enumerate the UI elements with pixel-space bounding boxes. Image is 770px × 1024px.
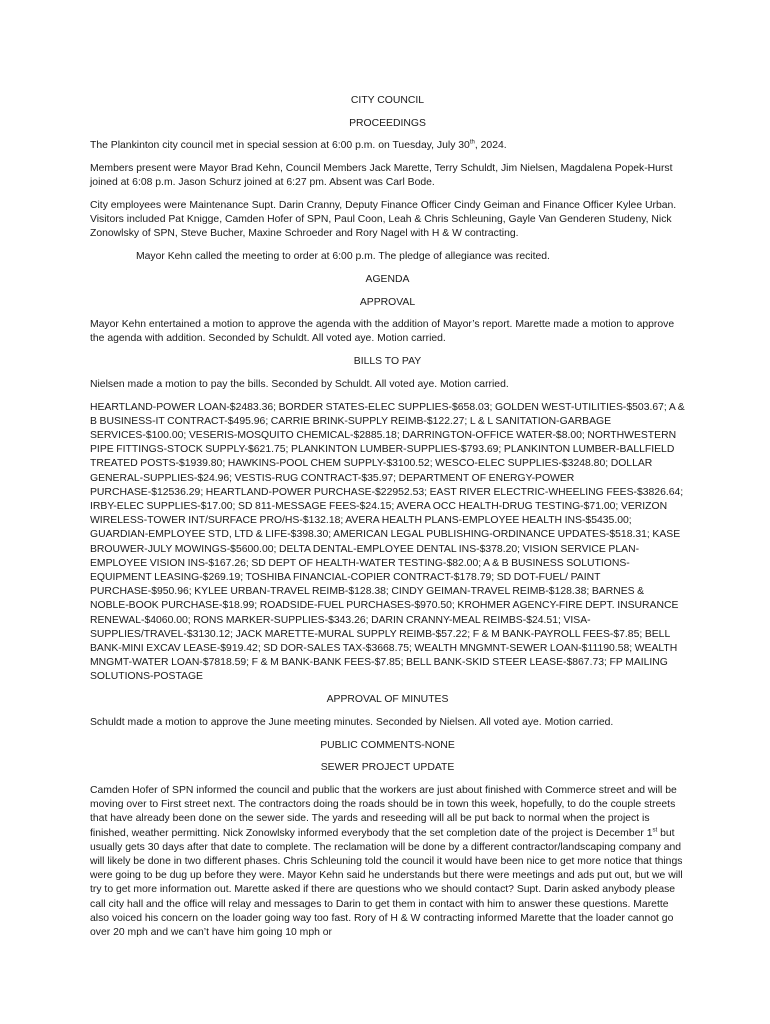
bills-motion-paragraph: Nielsen made a motion to pay the bills. Seconded by Schuldt. All voted aye. Motion carried. — [90, 378, 509, 390]
minutes-heading: APPROVAL OF MINUTES — [326, 694, 449, 706]
agenda-heading: AGENDA — [365, 273, 410, 285]
call-to-order-paragraph: Mayor Kehn called the meeting to order at 6:00 p.m. The pledge of allegiance was recited. — [136, 251, 550, 263]
intro-text-end: , 2024. — [474, 140, 507, 152]
intro-superscript: th — [469, 139, 475, 146]
employees-paragraph: City employees were Maintenance Supt. Darin Cranny, Deputy Finance Officer Cindy Geiman and Finance Officer Kylee Urban. Visitors included Pat Knigge, Camden Hofer of SPN, Paul Coon, Leah & Chris Schleuning, Gayle Van Genderen Studeny, Nick Zonowlsky of SPN, Steve Bucher, Maxine Schroeder and Rory Nagel with H & W contracting. — [90, 200, 677, 240]
minutes-motion-paragraph: Schuldt made a motion to approve the June meeting minutes. Seconded by Nielsen. All voted aye. Motion carried. — [90, 716, 614, 728]
sewer-superscript: st — [652, 827, 658, 834]
document-title: CITY COUNCIL — [350, 95, 425, 106]
approval-heading: APPROVAL — [359, 296, 416, 308]
bills-list: HEARTLAND-POWER LOAN-$2483.36; BORDER STATES-ELEC SUPPLIES-$658.03; GOLDEN WEST-UTILITIES-$503.67; A & B BUSINESS-IT CONTRACT-$495.96; CARRIE BRINK-SUPPLY REIMB-$122.27; L & L SANITATION-GARBAGE SERVICES-$100.00; VESERIS-MOSQUITO CHEMICAL-$2885.18; DARRINGTON-OFFICE WATER-$8.00; NORTHWESTERN PIPE FITTINGS-STOCK SUPPLY-$621.75; PLANKINTON LUMBER-SUPPLIES-$793.69; PLANKINTON LUMBER-BALLFIELD TREATED POSTS-$1939.80; HAWKINS-POOL CHEM SUPPLY-$3100.52; WESCO-ELEC SUPPLIES-$3248.80; DOLLAR GENERAL-SUPPLIES-$24.96; VESTIS-RUG CONTRACT-$35.97; DEPARTMENT OF ENERGY-POWER PURCHASE-$12536.29; HEARTLAND-POWER PURCHASE-$22952.53; EAST RIVER ELECTRIC-WHEELING FEES-$3826.64; IRBY-ELEC SUPPLIES-$17.00; SD 811-MESSAGE FEES-$24.15; AVERA OCC HEALTH-DRUG TESTING-$71.00; VERIZON WIRELESS-TOWER INT/SURFACE PRO/HS-$132.18; AVERA HEALTH PLANS-EMPLOYEE HEALTH INS-$5435.00; GUARDIAN-EMPLOYEE STD, LTD & LIFE-$398.30; AMERICAN LEGAL PUBLISHING-ORDINANCE UPDATES-$518.31; KASE BROUWER-JULY MOWINGS-$5600.00; DELTA DENTAL-EMPLOYEE DENTAL INS-$378.20; VISION SERVICE PLAN-EMPLOYEE VISION INS-$167.26; SD DEPT OF HEALTH-WATER TESTING-$82.00; A & B BUSINESS SOLUTIONS-EQUIPMENT LEASING-$269.19; TOSHIBA FINANCIAL-COPIER CONTRACT-$178.79; SD DOT-FUEL/ PAINT PURCHASE-$950.96; KYLEE URBAN-TRAVEL REIMB-$128.38; CINDY GEIMAN-TRAVEL REIMB-$128.38; BARNES & NOBLE-BOOK PURCHASE-$18.99; ROADSIDE-FUEL PURCHASES-$970.50; KROHMER AGENCY-FIRE DEPT. INSURANCE RENEWAL-$4060.00; RONS MARKER-SUPPLIES-$343.26; DARIN CRANNY-MEAL REIMBS-$24.51; VISA-SUPPLIES/TRAVEL-$3130.12; JACK MARETTE-MURAL SUPPLY REIMB-$57.22; F & M BANK-PAYROLL FEES-$7.85; BELL BANK-MINI EXCAV LEASE-$919.42; SD DOR-SALES TAX-$3668.75; WEALTH MNGMNT-SEWER LOAN-$11190.58; WEALTH MNGMT-WATER LOAN-$7818.59; F & M BANK-BANK FEES-$7.85; BELL BANK-SKID STEER LEASE-$867.73; FP MAILING SOLUTIONS-POSTAGE — [90, 401, 685, 683]
sewer-text-part2: but usually gets 30 days after that date to complete. The reclamation will be done by a different contractor/landscaping company and will likely be done in two different phases. Chris Schleuning told the council it would have been nice to get more notice that things were going to be dug up before they were. Mayor Kehn said he understands but there were meetings and ads put out, but we will try to get more information out. Marette asked if there are questions who we should contact? Supt. Darin asked anybody please call city hall and the office will relay and messages to Darin to get them in contact with him to answer these questions. Marette also voiced his concern on the loader going way too fast. Rory of H & W contracting informed Marette that the loader cannot go over 20 mph and we can’t have him going 10 mph or — [90, 827, 683, 938]
intro-text: The Plankinton city council met in special session at 6:00 p.m. on Tuesday, July 30 — [90, 140, 470, 152]
document-subtitle: PROCEEDINGS — [349, 117, 426, 129]
intro-paragraph — [90, 139, 685, 153]
public-comments-heading: PUBLIC COMMENTS-NONE — [320, 739, 455, 751]
bills-heading: BILLS TO PAY — [353, 356, 422, 368]
members-paragraph: Members present were Mayor Brad Kehn, Council Members Jack Marette, Terry Schuldt, Jim Nielsen, Magdalena Popek-Hurst joined at 6:08 p.m. Jason Schurz joined at 6:27 pm. Absent was Carl Bode. — [90, 163, 673, 189]
sewer-text-part1: Camden Hofer of SPN informed the council and public that the workers are just about finished with Commerce street and will be moving over to First street next. The contractors doing the roads should be in town this week, hopefully, to do the couple streets that have already been done on the sewer side. The yards and reseeding will all be put back to normal when the project is finished, weather permitting. Nick Zonowlsky informed everybody that the set completion date of the project is December 1 — [90, 784, 677, 839]
sewer-heading: SEWER PROJECT UPDATE — [320, 762, 455, 774]
sewer-paragraph — [90, 784, 685, 940]
agenda-motion-paragraph: Mayor Kehn entertained a motion to approve the agenda with the addition of Mayor’s report. Marette made a motion to approve the agenda with addition. Seconded by Schuldt. All voted aye. Motion carried. — [90, 319, 675, 345]
